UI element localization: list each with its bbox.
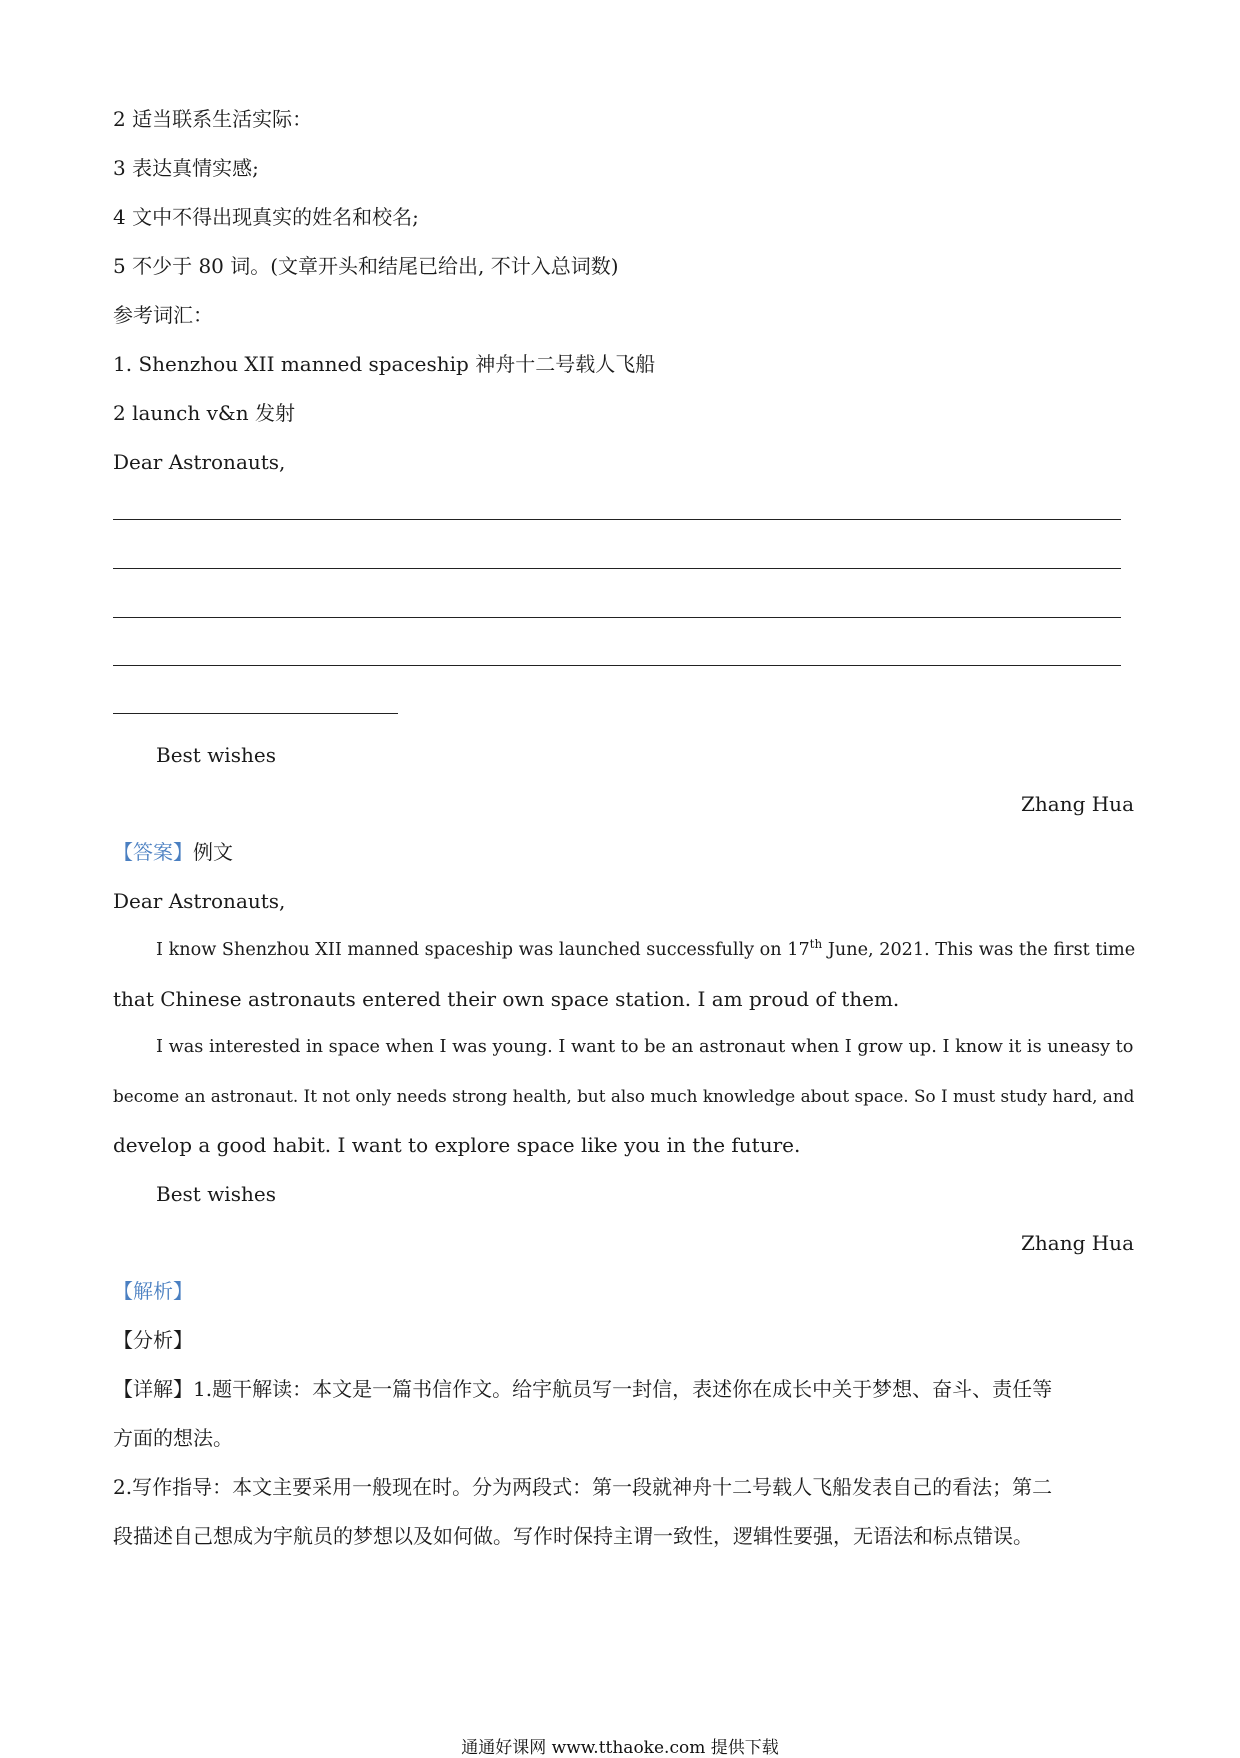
detail-line-1: 【详解】1.题干解读：本文是一篇书信作文。给宇航员写一封信，表述你在成长中关于梦想、奋斗、责任等 <box>113 1377 1053 1401</box>
answer-paragraph-2-line-3: develop a good habit. I want to explore space like you in the future. <box>113 1133 801 1157</box>
requirement-5: 5 不少于 80 词。(文章开头和结尾已给出, 不计入总词数) <box>113 254 619 278</box>
answer-greeting: Dear Astronauts, <box>113 889 286 913</box>
answer-heading <box>113 838 233 866</box>
guide-line-2: 段描述自己想成为宇航员的梦想以及如何做。写作时保持主谓一致性，逻辑性要强，无语法和标点错误。 <box>113 1524 1033 1548</box>
writing-line-1 <box>113 519 1121 520</box>
requirement-2: 2 适当联系生活实际： <box>113 107 313 131</box>
template-signature: Zhang Hua <box>1021 792 1134 816</box>
writing-line-4 <box>113 665 1121 666</box>
answer-signature: Zhang Hua <box>1021 1231 1134 1255</box>
answer-closing: Best wishes <box>156 1182 276 1206</box>
answer-paragraph-2-line-1: I was interested in space when I was young. I want to be an astronaut when I grow up. I know it is uneasy to <box>156 1037 1134 1057</box>
detail-line-2: 方面的想法。 <box>113 1426 233 1450</box>
answer-tag: 【答案】 <box>113 840 193 864</box>
vocab-item-2: 2 launch v&n 发射 <box>113 401 295 425</box>
answer-paragraph-1-line-1: I know Shenzhou XII manned spaceship was launched successfully on 17th June, 2021. This was the first time <box>156 937 1136 960</box>
vocab-item-1: 1. Shenzhou XII manned spaceship 神舟十二号载人飞船 <box>113 352 656 376</box>
vocab-title: 参考词汇： <box>113 303 213 327</box>
writing-line-2 <box>113 568 1121 569</box>
requirement-3: 3 表达真情实感; <box>113 156 259 180</box>
answer-paragraph-2-line-2: become an astronaut. It not only needs strong health, but also much knowledge about space. So I must study hard, and <box>113 1086 1135 1106</box>
fenxi-tag: 【分析】 <box>113 1328 193 1352</box>
answer-paragraph-1-line-2: that Chinese astronauts entered their own space station. I am proud of them. <box>113 987 900 1011</box>
writing-line-5 <box>113 713 398 714</box>
analysis-tag: 【解析】 <box>113 1279 193 1303</box>
answer-label: 例文 <box>193 840 233 864</box>
requirement-4: 4 文中不得出现真实的姓名和校名; <box>113 205 419 229</box>
writing-line-3 <box>113 617 1121 618</box>
template-closing: Best wishes <box>156 743 276 767</box>
template-greeting: Dear Astronauts, <box>113 450 286 474</box>
page-footer: 通通好课网 www.tthaoke.com 提供下载 <box>461 1738 779 1758</box>
guide-line-1: 2.写作指导：本文主要采用一般现在时。分为两段式：第一段就神舟十二号载人飞船发表自己的看法；第二 <box>113 1475 1053 1499</box>
